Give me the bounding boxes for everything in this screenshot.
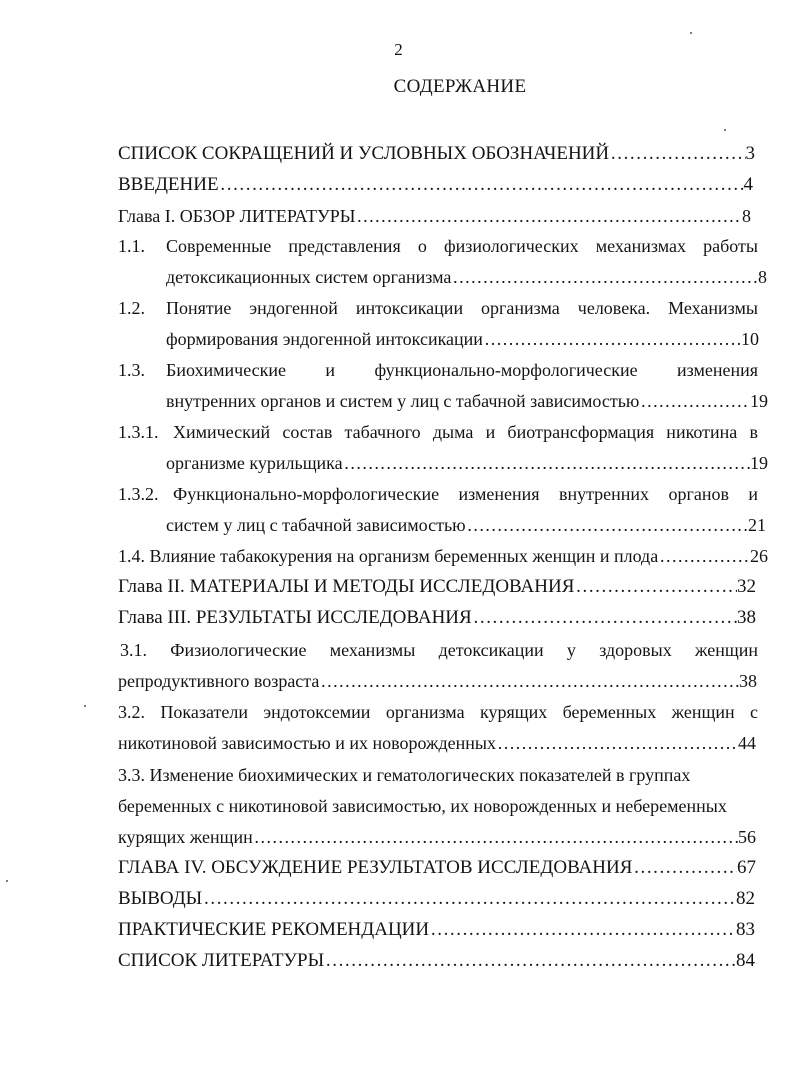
scan-speck (84, 705, 86, 707)
scan-speck (690, 32, 692, 34)
scan-speck (6, 880, 8, 882)
toc-entry-page: 21 (748, 515, 766, 535)
dot-leader (319, 669, 739, 693)
toc-entry-page: 84 (736, 950, 755, 971)
toc-entry-title: детоксикационных систем организма (166, 267, 452, 287)
dot-leader (639, 389, 750, 413)
toc-entry-title: ПРАКТИЧЕСКИЕ РЕКОМЕНДАЦИИ (118, 919, 430, 940)
toc-entry-chapter-4[interactable] (118, 856, 756, 880)
dot-leader (324, 949, 736, 973)
toc-entry-page: 8 (758, 267, 767, 287)
toc-entry-conclusions[interactable] (118, 887, 755, 911)
toc-entry-text-line: Понятие эндогенной интоксикации организма человека. Механизмы (166, 298, 758, 318)
toc-entry-text-line: 3.1. Физиологические механизмы детоксикации у здоровых женщин (120, 640, 758, 660)
toc-heading: СОДЕРЖАНИЕ (393, 76, 527, 97)
toc-entry-page: 32 (737, 576, 756, 597)
toc-entry-last-line (166, 513, 766, 537)
toc-entry-title: Глава I. ОБЗОР ЛИТЕРАТУРЫ (118, 206, 356, 226)
toc-entry-title: ВВЕДЕНИЕ (118, 174, 219, 195)
toc-entry-title: организме курильщика (166, 453, 343, 473)
toc-entry-chapter-2[interactable] (118, 575, 756, 599)
toc-entry-number: 1.3.2. (118, 484, 159, 504)
toc-entry-text-line: Биохимические и функционально-морфологические изменения (166, 360, 758, 380)
dot-leader (355, 204, 742, 228)
toc-entry-title: Глава II. МАТЕРИАЛЫ И МЕТОДЫ ИССЛЕДОВАНИЯ (118, 576, 575, 597)
toc-entry-title: СПИСОК СОКРАЩЕНИЙ И УСЛОВНЫХ ОБОЗНАЧЕНИЙ (118, 143, 610, 164)
dot-leader (496, 731, 738, 755)
toc-entry-recommendations[interactable] (118, 918, 755, 942)
page-number: 2 (394, 40, 403, 59)
toc-entry-page: 19 (750, 391, 768, 411)
dot-leader (451, 265, 758, 289)
toc-entry-last-line (166, 327, 759, 351)
toc-entry-page: 67 (737, 857, 756, 878)
toc-entry-1-4[interactable] (118, 544, 768, 568)
toc-entry-number: 1.3.1. (118, 422, 159, 442)
dot-leader (466, 513, 748, 537)
toc-entry-last-line (166, 265, 767, 289)
toc-entry-page: 10 (741, 329, 759, 349)
toc-entry-page: 8 (742, 206, 751, 226)
toc-entry-number: 1.2. (118, 298, 145, 318)
toc-entry-page: 19 (750, 453, 768, 473)
toc-entry-number: 1.3. (118, 360, 145, 380)
toc-entry-title: систем у лиц с табачной зависимостью (166, 515, 466, 535)
toc-entry-chapter-3[interactable] (118, 606, 756, 630)
scan-speck (724, 129, 726, 131)
toc-entry-page: 56 (738, 827, 756, 847)
toc-entry-title: СПИСОК ЛИТЕРАТУРЫ (118, 950, 325, 971)
toc-entry-page: 82 (736, 888, 755, 909)
toc-entry-title: ГЛАВА IV. ОБСУЖДЕНИЕ РЕЗУЛЬТАТОВ ИССЛЕДОВАНИЯ (118, 857, 633, 878)
toc-entry-page: 44 (738, 733, 756, 753)
dot-leader (483, 327, 741, 351)
toc-entry-introduction[interactable] (118, 173, 753, 197)
toc-entry-bibliography[interactable] (118, 949, 755, 973)
toc-entry-text-line: беременных с никотиновой зависимостью, их новорожденных и небеременных (118, 796, 727, 816)
dot-leader (202, 887, 736, 911)
toc-entry-text-line: 3.3. Изменение биохимических и гематологических показателей в группах (118, 765, 691, 785)
toc-entry-title: курящих женщин (118, 827, 253, 847)
toc-entry-title: Глава III. РЕЗУЛЬТАТЫ ИССЛЕДОВАНИЯ (118, 607, 472, 628)
dot-leader (632, 856, 737, 880)
toc-entry-text-line: 3.2. Показатели эндотоксемии организма курящих беременных женщин с (118, 702, 758, 722)
toc-entry-page: 3 (745, 143, 755, 164)
dot-leader (472, 606, 737, 630)
toc-entry-number: 1.1. (118, 236, 145, 256)
toc-entry-page: 83 (736, 919, 755, 940)
dot-leader (343, 451, 750, 475)
toc-entry-title: никотиновой зависимостью и их новорожденных (118, 733, 496, 753)
toc-entry-page: 4 (743, 174, 753, 195)
dot-leader (658, 544, 750, 568)
dot-leader (429, 918, 736, 942)
toc-entry-abbreviations[interactable] (118, 142, 755, 166)
toc-entry-page: 26 (750, 546, 768, 566)
toc-entry-last-line (118, 825, 756, 849)
toc-entry-text-line: Функционально-морфологические изменения внутренних органов и (173, 484, 758, 504)
toc-entry-title: ВЫВОДЫ (118, 888, 203, 909)
toc-entry-chapter-1[interactable] (118, 204, 751, 228)
toc-entry-text-line: Химический состав табачного дыма и биотрансформация никотина в (173, 422, 758, 442)
dot-leader (253, 825, 738, 849)
toc-entry-title: 1.4. Влияние табакокурения на организм беременных женщин и плода (118, 546, 659, 566)
toc-entry-last-line (166, 451, 768, 475)
toc-entry-title: репродуктивного возраста (118, 671, 320, 691)
toc-entry-last-line (118, 731, 756, 755)
toc-entry-page: 38 (739, 671, 757, 691)
toc-entry-text-line: Современные представления о физиологических механизмах работы (166, 236, 758, 256)
dot-leader (609, 142, 745, 166)
toc-entry-last-line (166, 389, 768, 413)
toc-entry-title: внутренних органов и систем у лиц с табачной зависимостью (166, 391, 640, 411)
dot-leader (219, 173, 744, 197)
toc-entry-last-line (118, 669, 757, 693)
toc-entry-page: 38 (737, 607, 756, 628)
toc-entry-title: формирования эндогенной интоксикации (166, 329, 483, 349)
dot-leader (574, 575, 737, 599)
